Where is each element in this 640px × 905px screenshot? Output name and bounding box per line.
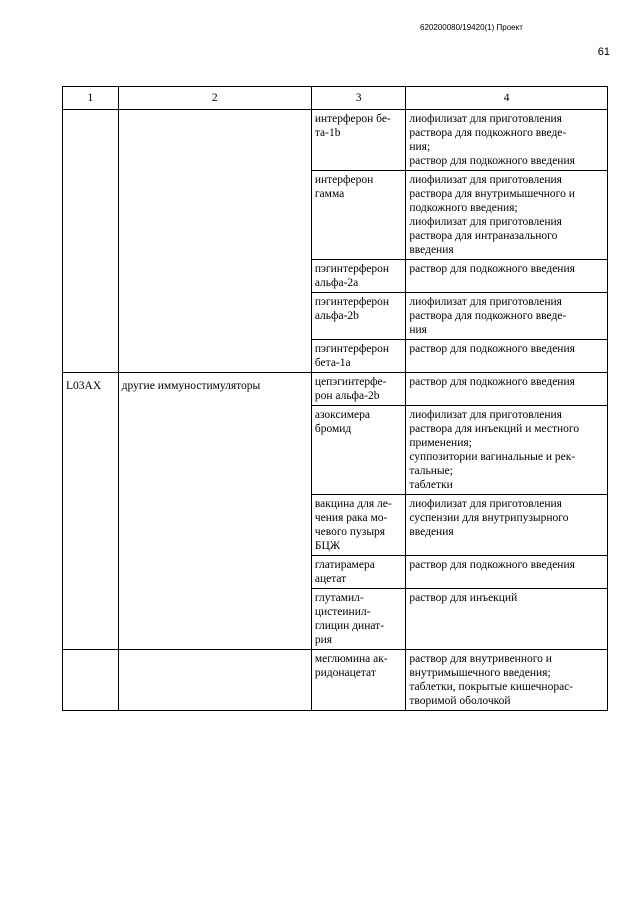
substance-line: глатирамера xyxy=(314,559,375,571)
dosage-form-line: введения xyxy=(409,526,454,538)
substance-cell xyxy=(311,340,406,373)
document-id: 620200080/19420(1) Проект xyxy=(420,23,523,32)
substance-cell xyxy=(311,373,406,406)
substance-line: азоксимера xyxy=(314,409,370,421)
dosage-form-line: лиофилизат для приготовления xyxy=(409,174,562,186)
table-row xyxy=(63,373,608,406)
dosage-form-line: таблетки xyxy=(409,479,453,491)
substance-cell xyxy=(311,293,406,340)
dosage-form-cell xyxy=(406,260,608,293)
column-header-3: 3 xyxy=(311,87,406,110)
dosage-form-cell xyxy=(406,495,608,556)
substance-cell xyxy=(311,495,406,556)
substance-line: интерферон бе- xyxy=(314,113,391,125)
substance-line: рия xyxy=(314,634,333,646)
table-row xyxy=(63,650,608,711)
dosage-form-line: тальные; xyxy=(409,465,453,477)
substance-cell xyxy=(311,650,406,711)
dosage-form-line: раствора для подкожного введе- xyxy=(409,127,567,139)
substance-line: пэгинтерферон xyxy=(314,296,390,308)
dosage-form-cell xyxy=(406,293,608,340)
dosage-form-cell xyxy=(406,171,608,260)
dosage-form-line: творимой оболочкой xyxy=(409,695,511,707)
atc-code-cell: L03AX xyxy=(63,373,119,650)
dosage-form-line: лиофилизат для приготовления xyxy=(409,498,562,510)
dosage-form-cell xyxy=(406,110,608,171)
substance-line: альфа-2а xyxy=(314,277,359,289)
dosage-form-line: подкожного введения; xyxy=(409,202,518,214)
substance-line: меглюмина ак- xyxy=(314,653,388,665)
substance-cell xyxy=(311,556,406,589)
dosage-form-line: раствор для внутривенного и xyxy=(409,653,552,665)
substance-line: та-1b xyxy=(314,127,341,139)
dosage-form-line: суспензии для внутрипузырного xyxy=(409,512,569,524)
dosage-form-cell xyxy=(406,589,608,650)
dosage-form-line: раствор для подкожного введения xyxy=(409,263,575,275)
dosage-form-line: ния; xyxy=(409,141,431,153)
dosage-form-line: таблетки, покрытые кишечнорас- xyxy=(409,681,574,693)
column-header-2: 2 xyxy=(118,87,311,110)
substance-line: пэгинтерферон xyxy=(314,343,390,355)
substance-line: интерферон xyxy=(314,174,374,186)
dosage-form-cell xyxy=(406,556,608,589)
substance-line: глицин динат- xyxy=(314,620,385,632)
substance-line: цистеинил- xyxy=(314,606,371,618)
dosage-form-line: раствор для подкожного введения xyxy=(409,559,575,571)
substance-line: бромид xyxy=(314,423,352,435)
substance-line: вакцина для ле- xyxy=(314,498,392,510)
substance-line: БЦЖ xyxy=(314,540,341,552)
dosage-form-line: раствор для подкожного введения xyxy=(409,343,575,355)
table-row xyxy=(63,110,608,171)
dosage-form-line: раствора для подкожного введе- xyxy=(409,310,567,322)
substance-cell xyxy=(311,260,406,293)
dosage-form-line: раствор для подкожного введения xyxy=(409,376,575,388)
atc-code-cell xyxy=(63,110,119,373)
group-name-cell: другие иммуностимуляторы xyxy=(118,373,311,650)
substance-line: пэгинтерферон xyxy=(314,263,390,275)
dosage-form-line: суппозитории вагинальные и рек- xyxy=(409,451,576,463)
dosage-form-cell xyxy=(406,340,608,373)
substance-cell xyxy=(311,589,406,650)
table-header-row xyxy=(63,87,608,110)
substance-line: глутамил- xyxy=(314,592,364,604)
column-header-4: 4 xyxy=(406,87,608,110)
dosage-form-line: лиофилизат для приготовления xyxy=(409,216,562,228)
page-number: 61 xyxy=(597,46,610,58)
dosage-form-cell xyxy=(406,650,608,711)
dosage-form-line: лиофилизат для приготовления xyxy=(409,296,562,308)
substance-cell xyxy=(311,171,406,260)
dosage-form-line: лиофилизат для приготовления xyxy=(409,409,562,421)
dosage-form-line: лиофилизат для приготовления xyxy=(409,113,562,125)
column-header-1: 1 xyxy=(63,87,119,110)
substance-cell xyxy=(311,110,406,171)
substance-line: рон альфа-2b xyxy=(314,390,380,402)
substance-line: бета-1а xyxy=(314,357,351,369)
dosage-form-line: применения; xyxy=(409,437,472,449)
dosage-form-line: ния xyxy=(409,324,427,336)
group-name-cell xyxy=(118,110,311,373)
substance-line: гамма xyxy=(314,188,345,200)
dosage-form-line: раствора для внутримышечного и xyxy=(409,188,575,200)
substance-line: чевого пузыря xyxy=(314,526,386,538)
table-body xyxy=(63,110,608,711)
group-name-cell xyxy=(118,650,311,711)
dosage-form-line: раствор для подкожного введения xyxy=(409,155,575,167)
drug-table xyxy=(62,86,608,711)
dosage-form-line: раствора для интраназального xyxy=(409,230,558,242)
dosage-form-line: раствора для инъекций и местного xyxy=(409,423,580,435)
substance-cell xyxy=(311,406,406,495)
substance-line: ридонацетат xyxy=(314,667,376,679)
dosage-form-cell xyxy=(406,406,608,495)
substance-line: чения рака мо- xyxy=(314,512,388,524)
dosage-form-line: введения xyxy=(409,244,454,256)
dosage-form-line: раствор для инъекций xyxy=(409,592,518,604)
substance-line: альфа-2b xyxy=(314,310,359,322)
atc-code-cell xyxy=(63,650,119,711)
dosage-form-cell xyxy=(406,373,608,406)
dosage-form-line: внутримышечного введения; xyxy=(409,667,551,679)
substance-line: цепэгинтерфе- xyxy=(314,376,387,388)
substance-line: ацетат xyxy=(314,573,347,585)
